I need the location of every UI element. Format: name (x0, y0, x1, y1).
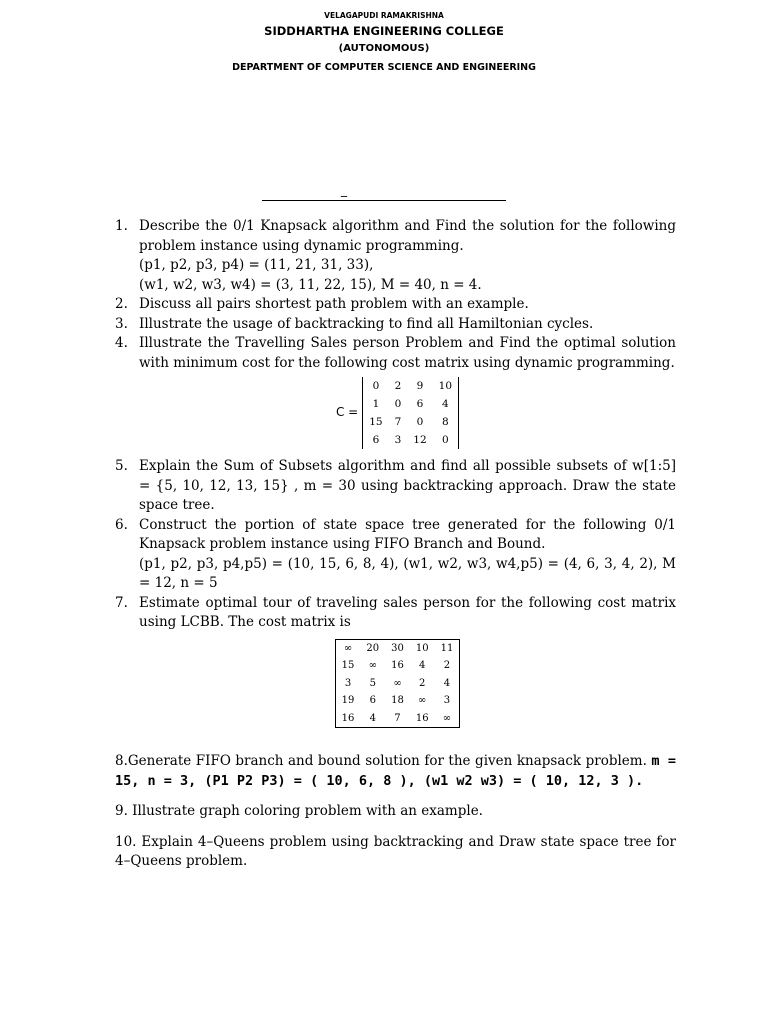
matrix-cell: 0 (372, 380, 380, 392)
question-text: Construct the portion of state space tree generated for the following 0/1 Knapsack problem instance using FIFO Branch and Bound. (139, 516, 676, 552)
question-text: 8.Generate FIFO branch and bound solution for the given knapsack problem. (115, 753, 652, 769)
question-number: 1. (115, 218, 128, 234)
question-text: Describe the 0/1 Knapsack algorithm and Find the solution for the following problem instance using dynamic programming. (139, 218, 676, 254)
matrix-cell: 16 (391, 660, 404, 671)
matrix-cell: 7 (385, 710, 410, 728)
question-list (115, 217, 676, 872)
question-4 (115, 334, 676, 449)
matrix-cell: ∞ (393, 677, 402, 689)
matrix-cell: 9 (416, 380, 424, 392)
institution-line: VELAGAPUDI RAMAKRISHNA (324, 11, 444, 20)
matrix-cell: 4 (419, 660, 426, 671)
question-8 (115, 752, 676, 791)
question-number: 5. (115, 458, 128, 474)
matrix-cell: 4 (442, 398, 449, 410)
question-text: Discuss all pairs shortest path problem with an example. (139, 296, 529, 312)
question-data-line: (w1, w2, w3, w4) = (3, 11, 22, 15), M = 40, n = 4. (139, 276, 482, 293)
question-7 (115, 594, 676, 729)
question-number: 3. (115, 315, 128, 332)
college-name: SIDDHARTHA ENGINEERING COLLEGE (264, 24, 504, 38)
department-name: DEPARTMENT OF COMPUTER SCIENCE AND ENGINEERING (232, 62, 536, 73)
matrix-cell: ∞ (335, 639, 360, 657)
question-text: Illustrate the usage of backtracking to find all Hamiltonian cycles. (139, 315, 594, 332)
matrix-row (363, 395, 459, 413)
matrix-cell: 11 (435, 639, 460, 657)
matrix-cell: 4 (443, 677, 451, 689)
matrix-cell: 0 (394, 398, 402, 410)
college-status: (AUTONOMOUS) (338, 43, 430, 54)
question-3 (115, 315, 676, 335)
question-6 (115, 516, 676, 594)
cost-matrix-c (139, 377, 676, 449)
question-text: Illustrate the Travelling Sales person Problem and Find the optimal solution with minimum cost for the following cost matrix using dynamic programming. (139, 335, 676, 371)
question-number: 7. (115, 594, 128, 611)
matrix-label: C = (335, 405, 359, 420)
question-number: 6. (115, 516, 128, 533)
matrix-cell: 6 (416, 398, 424, 410)
matrix-cell: 0 (416, 416, 424, 428)
matrix-cell: 18 (391, 695, 404, 706)
matrix-cell: 15 (341, 660, 355, 671)
question-text: 9. Illustrate graph coloring problem with an example. (115, 803, 483, 819)
question-data-line: (p1, p2, p3, p4,p5) = (10, 15, 6, 8, 4), (w1, w2, w3, w4,p5) = (4, 6, 3, 4, 2), M = 12, n = 5 (139, 555, 676, 591)
matrix-cell: 16 (335, 710, 360, 728)
matrix-cell: 3 (394, 434, 402, 446)
question-number: 2. (115, 296, 128, 312)
matrix-cell: 20 (360, 639, 385, 657)
matrix-cell: 2 (443, 660, 451, 671)
matrix-row (363, 377, 459, 395)
question-text: Estimate optimal tour of traveling sales person for the following cost matrix using LCBB. The cost matrix is (139, 594, 676, 630)
question-data-line: (p1, p2, p3, p4) = (11, 21, 31, 33), (139, 257, 374, 273)
question-text: Explain the Sum of Subsets algorithm and find all possible subsets of w[1:5] = {5, 10, 12, 13, 15} , m = 30 using backtracking approach. Draw the state space tree. (139, 458, 676, 513)
question-number: 4. (115, 335, 128, 351)
matrix-cell: 3 (443, 695, 451, 706)
matrix-cell: 10 (438, 380, 453, 392)
title-placeholder-mark: _ (341, 183, 347, 197)
matrix-cell: 2 (419, 677, 426, 689)
question-9 (115, 802, 676, 822)
matrix-table (335, 639, 461, 729)
matrix-cell: 6 (372, 434, 380, 446)
matrix-table (362, 377, 459, 449)
matrix-cell: ∞ (435, 710, 460, 728)
matrix-cell: 10 (410, 639, 435, 657)
matrix-cell: 1 (372, 398, 380, 410)
matrix-cell: 2 (394, 380, 402, 392)
matrix-row (335, 639, 460, 657)
matrix-row (363, 413, 459, 431)
question-1 (115, 217, 676, 295)
question-text: 10. Explain 4–Queens problem using backtracking and Draw state space tree for 4–Queens problem. (115, 833, 676, 869)
matrix-cell: 5 (369, 677, 376, 689)
matrix-cell: ∞ (418, 695, 427, 706)
matrix-cell: 4 (360, 710, 385, 728)
lcbb-cost-matrix (139, 639, 676, 729)
matrix-cell: 8 (442, 416, 449, 428)
matrix-cell: 12 (413, 434, 427, 446)
question-5 (115, 457, 676, 516)
question-2 (115, 295, 676, 315)
matrix-cell: 30 (385, 639, 410, 657)
matrix-cell: 6 (369, 695, 376, 706)
matrix-cell: 19 (341, 695, 355, 706)
question-data-bold: m = 15, n = 3, (P1 P2 P3) = ( 10, 6, 8 ), (w1 w2 w3) = ( 10, 12, 3 ). (115, 753, 676, 789)
matrix-cell: ∞ (368, 660, 377, 671)
matrix-row (335, 675, 460, 693)
matrix-cell: 3 (344, 677, 352, 689)
matrix-row (335, 710, 460, 728)
matrix-cell: 0 (442, 434, 449, 446)
title-underline (262, 200, 506, 201)
matrix-cell: 16 (410, 710, 435, 728)
matrix-row (363, 431, 459, 449)
matrix-row (335, 692, 460, 710)
question-10 (115, 833, 676, 872)
matrix-row (335, 657, 460, 675)
matrix-cell: 7 (394, 416, 402, 428)
matrix-cell: 15 (369, 416, 383, 428)
